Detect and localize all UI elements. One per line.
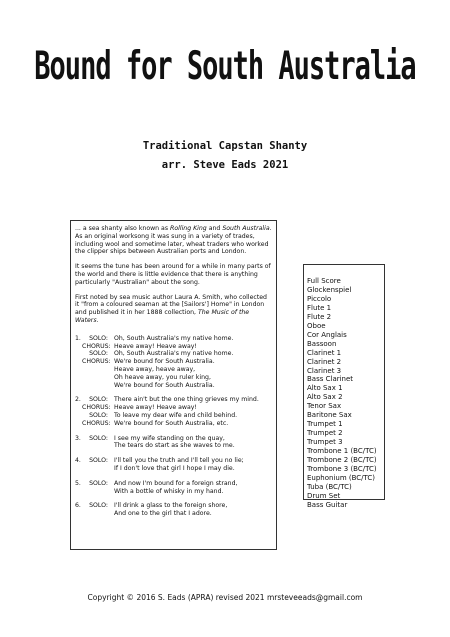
lyric-line bbox=[75, 502, 272, 510]
verse-number bbox=[75, 343, 82, 351]
lyric-role: CHORUS: bbox=[82, 342, 111, 350]
lyric-text: Heave away! Heave away! bbox=[114, 342, 197, 350]
lyric-role bbox=[82, 465, 114, 473]
lyrics-block bbox=[75, 335, 272, 518]
lyric-role bbox=[82, 510, 114, 518]
verse-gap bbox=[75, 495, 272, 502]
lyric-role: CHORUS: bbox=[82, 404, 111, 412]
lyric-line bbox=[75, 442, 272, 450]
verse-gap bbox=[75, 450, 272, 457]
lyric-role: SOLO: bbox=[89, 479, 108, 487]
subtitle-arranger: arr. Steve Eads 2021 bbox=[161, 159, 289, 171]
copyright-footer: Copyright © 2016 S. Eads (APRA) revised 2021 mrsteveeads@gmail.com bbox=[87, 593, 363, 602]
instrument-item: Clarinet 2 bbox=[307, 357, 342, 366]
verse-number: 5. bbox=[75, 479, 81, 487]
lyric-role: SOLO: bbox=[89, 411, 108, 419]
verse-number bbox=[75, 412, 82, 420]
lyric-role bbox=[82, 488, 114, 496]
lyric-line bbox=[75, 510, 272, 518]
verse-number bbox=[75, 374, 82, 382]
lyric-line bbox=[75, 335, 272, 343]
notes-paragraph-1 bbox=[75, 225, 272, 256]
verse-number: 4. bbox=[75, 457, 81, 465]
lyric-line bbox=[75, 457, 272, 465]
verse-number bbox=[75, 442, 82, 450]
lyric-role: SOLO: bbox=[89, 396, 108, 404]
lyric-line bbox=[75, 465, 272, 473]
alt-title-south-australia: South Australia bbox=[222, 225, 270, 232]
lyric-role bbox=[82, 442, 114, 450]
notes-text: and bbox=[206, 225, 223, 232]
instrument-item: Clarinet 3 bbox=[307, 366, 342, 375]
lyric-text: There ain't but the one thing grieves my mind. bbox=[114, 396, 259, 404]
lyric-line bbox=[75, 412, 272, 420]
lyric-text: The tears do start as she waves to me. bbox=[114, 442, 235, 450]
lyric-text: We're bound for South Australia, etc. bbox=[114, 419, 229, 427]
lyric-line bbox=[75, 358, 272, 366]
instrument-item: Trombone 3 (BC/TC) bbox=[307, 465, 377, 474]
instrument-item: Bass Guitar bbox=[307, 500, 348, 509]
notes-text: . bbox=[96, 316, 99, 324]
verse-number: 3. bbox=[75, 434, 81, 442]
instrument-item: Glockenspiel bbox=[307, 285, 352, 294]
alt-title-rolling-king: Rolling King bbox=[170, 225, 207, 232]
lyric-text: I'll tell you the truth and I'll tell you no lie; bbox=[114, 457, 244, 465]
instrument-item: Bassoon bbox=[307, 339, 337, 348]
verse-gap bbox=[75, 428, 272, 435]
lyric-text: I'll drink a glass to the foreign shore, bbox=[114, 502, 228, 510]
instrument-item: Tuba (BC/TC) bbox=[307, 482, 352, 491]
verse-number bbox=[75, 420, 82, 428]
verse-number bbox=[75, 510, 82, 518]
instrument-item: Cor Anglais bbox=[307, 330, 347, 339]
lyric-text: And one to the girl that I adore. bbox=[114, 510, 212, 518]
instrument-item: Trumpet 1 bbox=[307, 420, 343, 429]
lyric-text: If I don't love that girl I hope I may die. bbox=[114, 464, 235, 472]
instrument-item: Bass Clarinet bbox=[307, 375, 354, 384]
lyric-text: To leave my dear wife and child behind. bbox=[114, 411, 238, 419]
lyric-text: And now I'm bound for a foreign strand, bbox=[114, 479, 238, 487]
lyric-text: I see my wife standing on the quay, bbox=[114, 434, 225, 442]
instrument-item: Trumpet 2 bbox=[307, 429, 343, 438]
lyric-text: We're bound for South Australia. bbox=[114, 381, 215, 389]
verse-number bbox=[75, 358, 82, 366]
lyric-role bbox=[82, 366, 114, 374]
subtitle-origin: Traditional Capstan Shanty bbox=[142, 140, 308, 152]
page-title: Bound for South Australia bbox=[34, 44, 416, 89]
lyric-line bbox=[75, 382, 272, 390]
lyric-text: Oh heave away, you ruler king, bbox=[114, 373, 211, 381]
lyric-text: With a bottle of whisky in my hand. bbox=[114, 487, 224, 495]
lyric-role: SOLO: bbox=[89, 334, 108, 342]
lyric-line bbox=[75, 366, 272, 374]
lyric-line bbox=[75, 350, 272, 358]
instrument-item: Full Score bbox=[307, 277, 341, 285]
instrument-item: Trombone 1 (BC/TC) bbox=[307, 447, 377, 456]
notes-text: ... a sea shanty also known as bbox=[75, 225, 171, 232]
lyric-role: SOLO: bbox=[89, 350, 108, 358]
instrument-item: Alto Sax 2 bbox=[307, 393, 343, 402]
lyric-line bbox=[75, 343, 272, 351]
verse-number bbox=[75, 465, 82, 473]
notes-box bbox=[70, 220, 277, 550]
verse-number: 1. bbox=[75, 334, 81, 342]
lyric-role: SOLO: bbox=[89, 502, 108, 510]
lyric-line bbox=[75, 435, 272, 443]
verse-number: 2. bbox=[75, 396, 81, 404]
instrument-item: Alto Sax 1 bbox=[307, 384, 343, 393]
verse-number bbox=[75, 350, 82, 358]
lyric-role: CHORUS: bbox=[82, 419, 111, 427]
instrument-item: Trumpet 3 bbox=[307, 438, 343, 447]
instrument-item: Oboe bbox=[307, 321, 326, 330]
verse-number bbox=[75, 366, 82, 374]
lyric-role: SOLO: bbox=[89, 434, 108, 442]
verse-number bbox=[75, 382, 82, 390]
book-title: The Music of the Waters bbox=[75, 309, 250, 324]
lyric-line bbox=[75, 396, 272, 404]
lyric-text: Heave away, heave away, bbox=[114, 365, 196, 373]
lyric-line bbox=[75, 488, 272, 496]
lyric-line bbox=[75, 480, 272, 488]
lyric-line bbox=[75, 420, 272, 428]
verse-number: 6. bbox=[75, 502, 81, 510]
verse-number bbox=[75, 404, 82, 412]
instrument-item: Flute 2 bbox=[307, 312, 332, 321]
lyric-line bbox=[75, 404, 272, 412]
verse-gap bbox=[75, 473, 272, 480]
instrument-item: Baritone Sax bbox=[307, 411, 352, 420]
lyric-line bbox=[75, 374, 272, 382]
instrument-item: Euphonium (BC/TC) bbox=[307, 473, 376, 482]
lyric-text: Oh, South Australia's my native home. bbox=[114, 350, 234, 358]
lyric-role bbox=[82, 374, 114, 382]
instrument-item: Clarinet 1 bbox=[307, 348, 342, 357]
lyric-text: We're bound for South Australia. bbox=[114, 358, 215, 366]
instrument-list bbox=[303, 264, 385, 509]
lyric-role: CHORUS: bbox=[82, 358, 111, 366]
notes-text: First noted by sea music author Laura A. Smith, who collected it "from a coloured seaman at the [Sailors'] Home" in London and published it in her 1888 collection, bbox=[75, 293, 267, 317]
notes-paragraph-3 bbox=[75, 294, 272, 325]
lyric-role bbox=[82, 382, 114, 390]
notes-paragraph-2: It seems the tune has been around for a while in many parts of the world and there is little evidence that there is anything particularly "Australian" about the song. bbox=[75, 263, 271, 286]
instrument-item: Tenor Sax bbox=[307, 402, 342, 411]
instrument-item: Flute 1 bbox=[307, 303, 332, 312]
verse-gap bbox=[75, 389, 272, 396]
notes-text: . As an original worksong it was sung in a variety of trades, including wool and sometime later, wheat traders who worked the clipper ships between Australian ports and London. bbox=[75, 225, 272, 256]
instrument-item: Trombone 2 (BC/TC) bbox=[307, 456, 377, 465]
instrument-item: Piccolo bbox=[307, 294, 332, 303]
instrument-item: Drum Set bbox=[307, 491, 341, 500]
lyric-role: SOLO: bbox=[89, 457, 108, 465]
lyric-text: Oh, South Australia's my native home. bbox=[114, 334, 234, 342]
verse-number bbox=[75, 488, 82, 496]
lyric-text: Heave away! Heave away! bbox=[114, 404, 197, 412]
